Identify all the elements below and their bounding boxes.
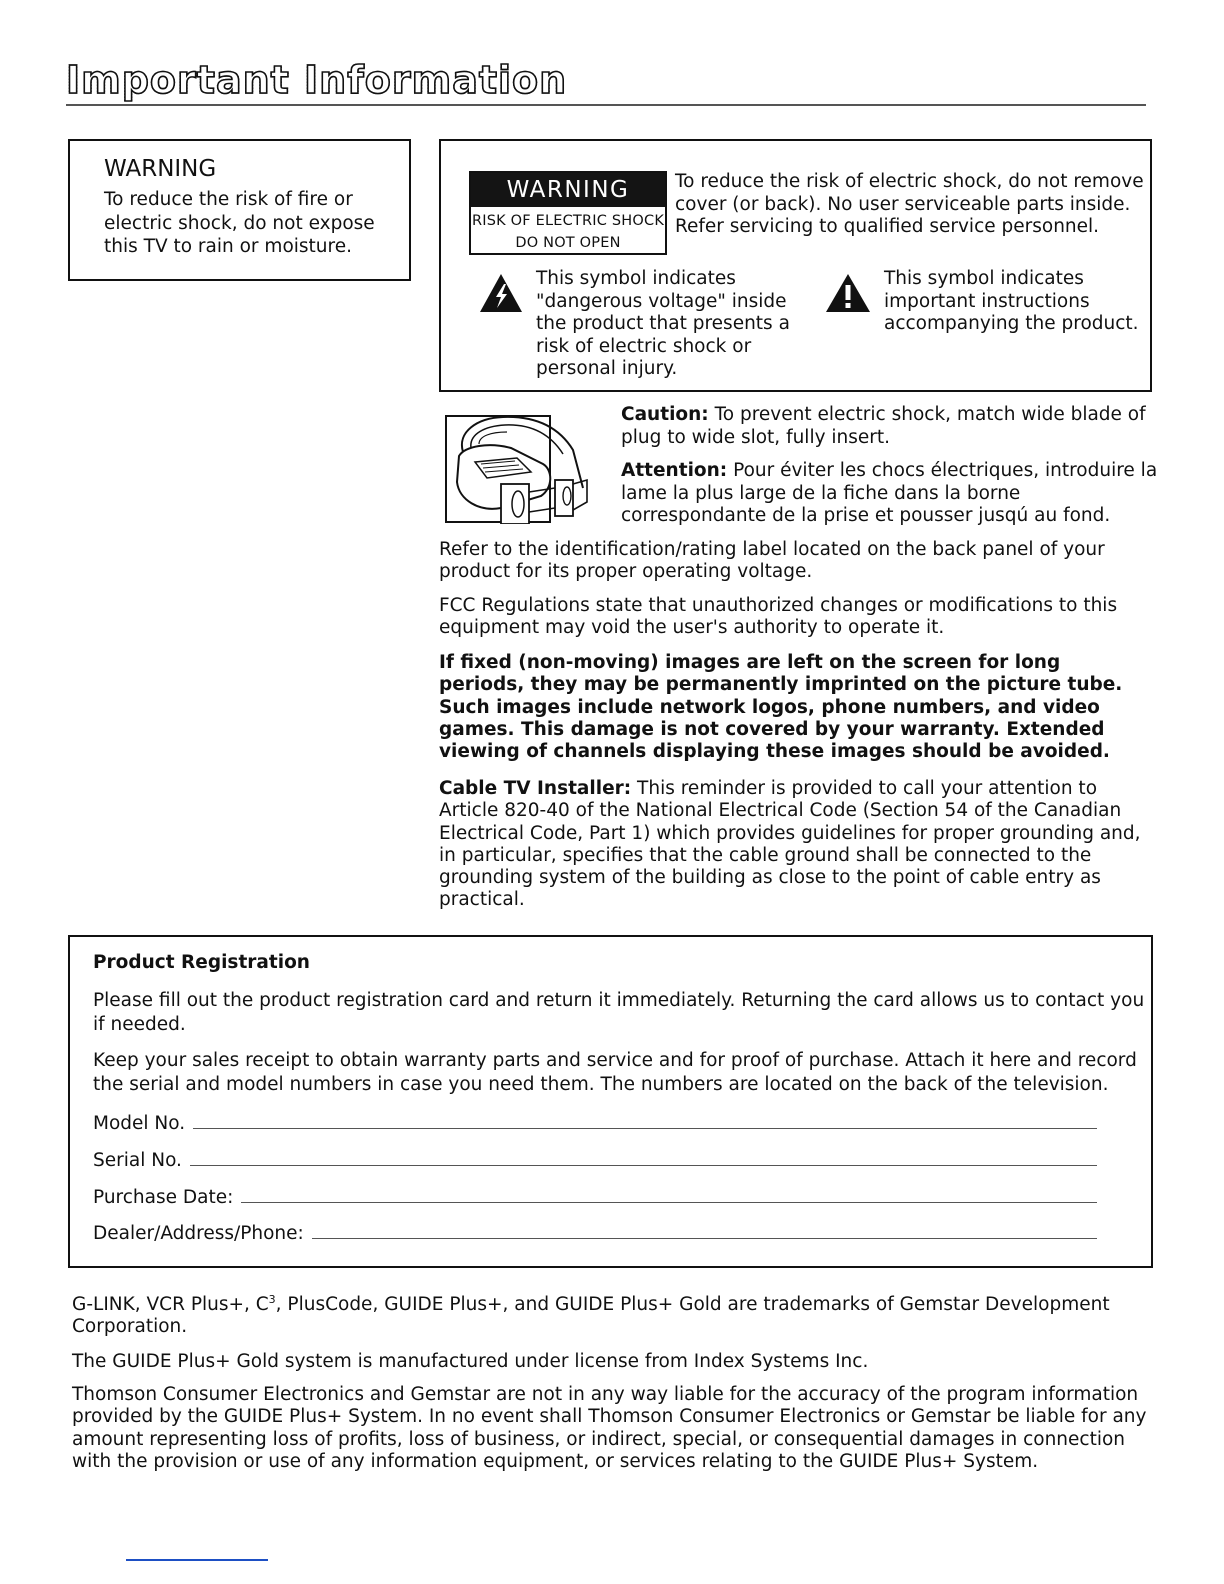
attention-label: Attention:	[621, 460, 728, 481]
shock-warning-text: To reduce the risk of electric shock, do not remove cover (or back). No user serviceable parts inside. Refer servicing to qualified service personnel.	[675, 171, 1144, 237]
serial-number-field[interactable]	[93, 1148, 1097, 1172]
purchase-date-field[interactable]	[93, 1185, 1097, 1209]
purchase-date-line[interactable]	[241, 1185, 1097, 1203]
registration-paragraph-2: Keep your sales receipt to obtain warranty parts and service and for proof of purchase. Attach it here and record the serial and model numbers in case you need them. The numbers are located on the back of the television.	[93, 1050, 1137, 1095]
registration-paragraph-1: Please fill out the product registration card and return it immediately. Returning the card allows us to contact you if needed.	[93, 990, 1145, 1035]
model-number-label: Model No.	[93, 1113, 186, 1134]
page-title: Important Information	[66, 58, 568, 102]
caution-label: Caution:	[621, 404, 709, 425]
fcc-paragraph: FCC Regulations state that unauthorized changes or modifications to this equipment may void the user's authority to operate it.	[439, 595, 1118, 639]
title-rule	[66, 104, 1146, 106]
dealer-field[interactable]	[93, 1221, 1097, 1245]
trademarks-paragraph	[72, 1294, 1152, 1339]
trademarks-superscript: 3	[268, 1293, 276, 1306]
polarized-plug-icon	[445, 392, 595, 524]
fire-warning-text: To reduce the risk of fire or electric shock, do not expose this TV to rain or moisture.	[104, 189, 375, 257]
footer-rule	[126, 1559, 268, 1561]
warning-label	[469, 171, 667, 255]
shock-warning-box	[439, 139, 1152, 392]
installer-body: This reminder is provided to call your attention to Article 820-40 of the National Electrical Code (Section 54 of the Canadian Electrical Code, Part 1) which provides guidelines for proper grounding and, in particular, specifies that the cable ground shall be connected to the grounding system of the building as close to the point of cable entry as practical.	[439, 778, 1141, 911]
instructions-symbol-text: This symbol indicates important instructions accompanying the product.	[884, 268, 1139, 334]
warning-label-line2: DO NOT OPEN	[515, 235, 621, 251]
model-number-field[interactable]	[93, 1111, 1097, 1135]
dealer-line[interactable]	[312, 1221, 1097, 1239]
license-paragraph: The GUIDE Plus+ Gold system is manufactured under license from Index Systems Inc.	[72, 1351, 869, 1372]
trademarks-pre: G-LINK, VCR Plus+, C	[72, 1294, 269, 1315]
voltage-symbol-text: This symbol indicates "dangerous voltage" inside the product that presents a risk of electric shock or personal injury.	[536, 268, 790, 379]
lightning-triangle-icon	[479, 273, 523, 313]
fire-warning-heading: WARNING	[104, 156, 217, 182]
rating-label-paragraph: Refer to the identification/rating label located on the back panel of your product for its proper operating voltage.	[439, 539, 1105, 583]
product-registration-box	[68, 935, 1153, 1268]
serial-number-label: Serial No.	[93, 1150, 182, 1171]
trademarks-post: , PlusCode, GUIDE Plus+, and GUIDE Plus+ Gold are trademarks of Gemstar Development Corporation.	[72, 1294, 1110, 1338]
model-number-line[interactable]	[193, 1111, 1097, 1129]
liability-paragraph: Thomson Consumer Electronics and Gemstar are not in any way liable for the accuracy of the program information provided by the GUIDE Plus+ System. In no event shall Thomson Consumer Electronics or Gemstar be liable for any amount representing loss of profits, loss of business, or indirect, special, or consequential damages in connection with the provision or use of any information equipment, or services relating to the GUIDE Plus+ System.	[72, 1384, 1147, 1472]
purchase-date-label: Purchase Date:	[93, 1187, 234, 1208]
fire-warning-box	[68, 139, 411, 281]
burn-in-warning-paragraph: If fixed (non-moving) images are left on the screen for long periods, they may be permanently imprinted on the picture tube. Such images include network logos, phone numbers, and video games. This damage is not covered by your warranty. Extended viewing of channels displaying these images should be avoided.	[439, 652, 1123, 763]
cable-installer-paragraph	[439, 778, 1151, 912]
caution-body: To prevent electric shock, match wide blade of plug to wide slot, fully insert.	[621, 404, 1146, 448]
registration-title: Product Registration	[93, 952, 310, 973]
caution-text	[621, 404, 1161, 449]
dealer-label: Dealer/Address/Phone:	[93, 1223, 304, 1244]
attention-text	[621, 460, 1161, 528]
warning-label-title: WARNING	[471, 173, 665, 207]
installer-label: Cable TV Installer:	[439, 778, 632, 799]
attention-body: Pour éviter les chocs électriques, introduire la lame la plus large de la fiche dans la borne correspondante de la prise et pousser jusqú au fond.	[621, 460, 1158, 526]
exclamation-triangle-icon	[825, 273, 871, 313]
serial-number-line[interactable]	[190, 1148, 1097, 1166]
warning-label-line1: RISK OF ELECTRIC SHOCK	[471, 213, 665, 229]
